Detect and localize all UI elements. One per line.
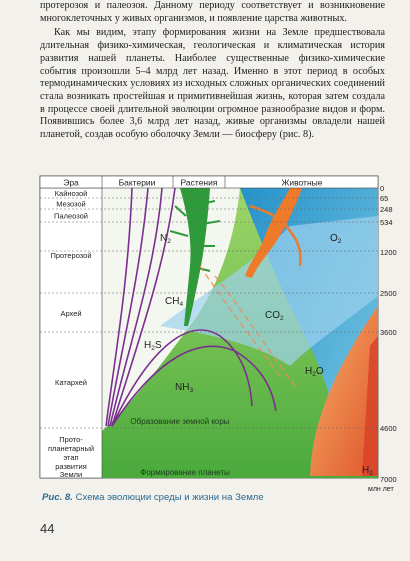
header-era: Эра (63, 177, 79, 188)
header-bacteria: Бактерии (118, 177, 156, 188)
age-3600: 3600 (380, 328, 397, 337)
age-2500: 2500 (380, 289, 397, 298)
age-1200: 1200 (380, 248, 397, 257)
gas-nh3: $NH_3$ (175, 382, 194, 394)
gas-h2s: $H_2S$ (144, 340, 162, 352)
era-mesozoic: Мезозой (56, 199, 86, 209)
age-248: 248 (380, 205, 393, 214)
era-cenozoic: Кайнозой (54, 189, 88, 198)
gas-h2: $H_2$ (362, 465, 373, 477)
event-crust: Образование земной коры (130, 417, 230, 426)
era-proto-1: Прото- (59, 435, 83, 444)
figure-caption (42, 492, 382, 503)
header-plants: Растения (180, 177, 218, 188)
era-proto-4: развития (55, 462, 87, 471)
gas-h2o: $H_2O$ (305, 366, 324, 378)
body-text (40, 0, 385, 142)
page-number: 44 (40, 521, 55, 536)
event-planet: Формирование планеты (140, 468, 230, 477)
gas-ch4: $CH_4$ (165, 296, 184, 308)
era-archean: Архей (60, 309, 82, 318)
age-unit: млн лет (368, 486, 394, 493)
paragraph-1: протерозоя и палеозоя. Данному периоду соответствует и возникновение многоклеточных у живых организмов, и появление царства животных. (40, 0, 385, 24)
gas-o2: $O_2$ (330, 233, 342, 245)
paragraph-2: Как мы видим, этапу формирования жизни на Земле предшествовала длительная физико-химическая, геологическая и климатическая история развития нашей планеты. Наиболее существенные физико-химические события произошли 5–4 млрд лет назад. Именно в этот период в особых термодинамических условиях из исходных сложных органических соединений стала возникать простейшая и примитивнейшая жизнь, которая затем создала в процессе своей длительной эволюции огромное разнообразие видов и форм. Появившись более 3,6 млрд лет назад, живые организмы овладели нашей планетой, создав особую оболочку Земли — биосферу (рис. 8). (40, 27, 385, 141)
gas-co2: $CO_2$ (265, 310, 284, 322)
era-proterozoic: Протерозой (50, 251, 92, 260)
evolution-diagram (40, 176, 397, 493)
era-proto-5: Земли (59, 470, 83, 479)
age-0: 0 (380, 184, 385, 193)
age-534: 534 (380, 218, 393, 227)
caption-text: Схема эволюции среды и жизни на Земле (75, 492, 264, 503)
era-paleozoic: Палеозой (54, 211, 88, 221)
age-4600: 4600 (380, 424, 397, 433)
header-animals: Животные (281, 177, 323, 188)
era-proto-2: планетарный (47, 444, 95, 453)
age-65: 65 (380, 194, 389, 203)
era-catarchean: Катархей (54, 378, 88, 387)
gas-n2: $N_2$ (160, 233, 171, 245)
age-7000: 7000 (380, 475, 397, 484)
era-proto-3: этап (63, 453, 79, 462)
caption-label: Рис. 8. (42, 492, 73, 503)
